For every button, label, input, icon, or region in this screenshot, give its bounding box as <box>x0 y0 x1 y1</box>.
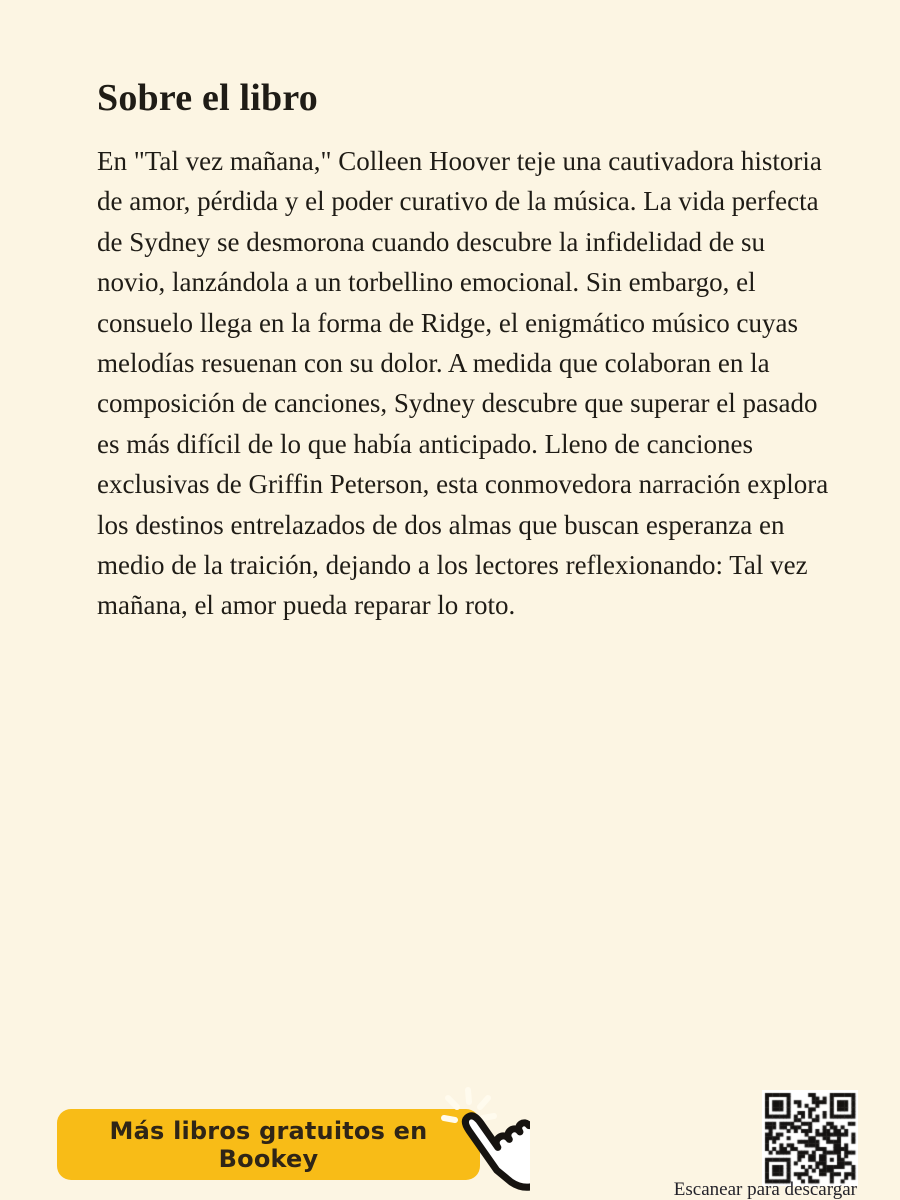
book-description: En "Tal vez mañana," Colleen Hoover teje una cautivadora historia de amor, pérdida y el poder curativo de la música. La vida perfecta de Sydney se desmorona cuando descubre la infidelidad de su novio, lanzándola a un torbellino emocional. Sin embargo, el consuelo llega en la forma de Ridge, el enigmático músico cuyas melodías resuenan con su dolor. A medida que colaboran en la composición de canciones, Sydney descubre que superar el pasado es más difícil de lo que había anticipado. Lleno de canciones exclusivas de Griffin Peterson, esta conmovedora narración explora los destinos entrelazados de dos almas que buscan esperanza en medio de la traición, dejando a los lectores reflexionando: Tal vez mañana, el amor pueda reparar lo roto. <box>97 146 829 621</box>
qr-code-canvas <box>762 1090 858 1186</box>
more-free-books-label: Más libros gratuitos en Bookey <box>109 1116 428 1173</box>
page-title: Sobre el libro <box>97 77 318 119</box>
more-free-books-button[interactable] <box>57 1109 480 1180</box>
qr-code <box>762 1090 858 1186</box>
qr-caption: Escanear para descargar <box>673 1179 857 1200</box>
